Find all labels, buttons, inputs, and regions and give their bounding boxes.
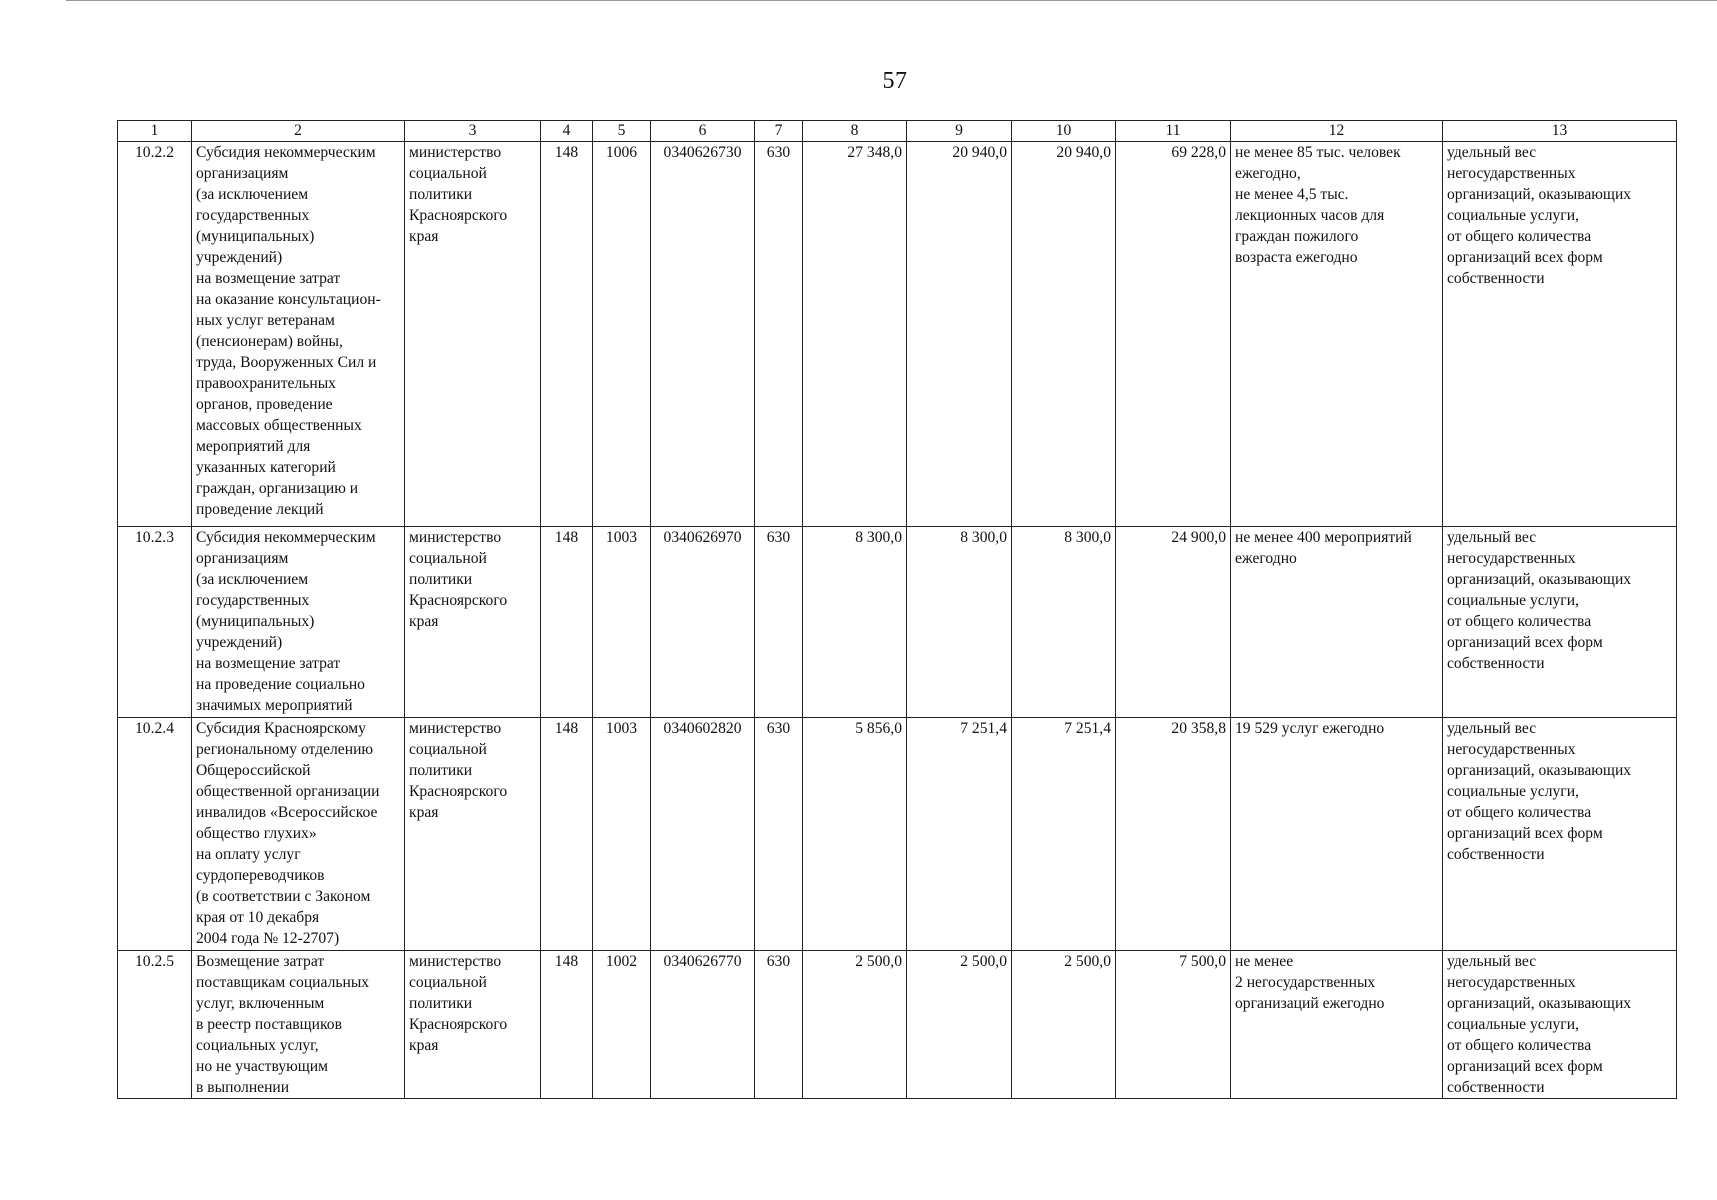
responsible-agency: министерство социальной политики Красноярского края <box>405 142 541 527</box>
column-header: 5 <box>593 121 651 142</box>
row-id: 10.2.5 <box>118 951 192 1099</box>
expected-result: 19 529 услуг ежегодно <box>1231 718 1443 951</box>
column-header: 13 <box>1443 121 1677 142</box>
amount-col-9: 2 500,0 <box>907 951 1012 1099</box>
code-section: 1003 <box>593 527 651 718</box>
amount-col-9: 20 940,0 <box>907 142 1012 527</box>
code-expense-type: 630 <box>755 142 803 527</box>
code-grbs: 148 <box>541 142 593 527</box>
column-header: 9 <box>907 121 1012 142</box>
page-number: 57 <box>882 68 908 94</box>
row-id: 10.2.3 <box>118 527 192 718</box>
responsible-agency: министерство социальной политики Красноярского края <box>405 527 541 718</box>
code-grbs: 148 <box>541 718 593 951</box>
code-grbs: 148 <box>541 951 593 1099</box>
amount-total: 69 228,0 <box>1116 142 1231 527</box>
responsible-agency: министерство социальной политики Красноярского края <box>405 718 541 951</box>
table-row <box>118 951 1677 1099</box>
code-expense-type: 630 <box>755 718 803 951</box>
row-id: 10.2.4 <box>118 718 192 951</box>
code-grbs: 148 <box>541 527 593 718</box>
column-header: 3 <box>405 121 541 142</box>
target-indicator: удельный вес негосударственных организаций, оказывающих социальные услуги, от общего количества организаций всех форм собственности <box>1443 951 1677 1099</box>
amount-col-8: 5 856,0 <box>803 718 907 951</box>
target-indicator: удельный вес негосударственных организаций, оказывающих социальные услуги, от общего количества организаций всех форм собственности <box>1443 142 1677 527</box>
column-header: 7 <box>755 121 803 142</box>
table-row <box>118 527 1677 718</box>
activity-name: Субсидия Красноярскому региональному отделению Общероссийской общественной организации инвалидов «Всероссийское общество глухих» на оплату услуг сурдопереводчиков (в соответствии с Законом края от 10 декабря 2004 года № 12-2707) <box>192 718 405 951</box>
amount-col-10: 2 500,0 <box>1012 951 1116 1099</box>
code-target: 0340602820 <box>651 718 755 951</box>
amount-col-8: 2 500,0 <box>803 951 907 1099</box>
amount-col-8: 8 300,0 <box>803 527 907 718</box>
table-row <box>118 718 1677 951</box>
activity-name: Возмещение затрат поставщикам социальных услуг, включенным в реестр поставщиков социальных услуг, но не участвующим в выполнении <box>192 951 405 1099</box>
amount-col-9: 8 300,0 <box>907 527 1012 718</box>
activity-name: Субсидия некоммерческим организациям (за исключением государственных (муниципальных) учреждений) на возмещение затрат на оказание консультацион- ных услуг ветеранам (пенсионерам) войны, труда, Вооруженных Сил и правоохранительных органов, проведение массовых общественных мероприятий для указанных категорий граждан, организацию и проведение лекций <box>192 142 405 527</box>
column-header: 10 <box>1012 121 1116 142</box>
code-target: 0340626730 <box>651 142 755 527</box>
expected-result: не менее 2 негосударственных организаций ежегодно <box>1231 951 1443 1099</box>
column-header: 12 <box>1231 121 1443 142</box>
code-section: 1003 <box>593 718 651 951</box>
amount-total: 20 358,8 <box>1116 718 1231 951</box>
code-target: 0340626770 <box>651 951 755 1099</box>
amount-col-10: 8 300,0 <box>1012 527 1116 718</box>
expected-result: не менее 400 мероприятий ежегодно <box>1231 527 1443 718</box>
amount-col-10: 7 251,4 <box>1012 718 1116 951</box>
amount-total: 24 900,0 <box>1116 527 1231 718</box>
target-indicator: удельный вес негосударственных организаций, оказывающих социальные услуги, от общего количества организаций всех форм собственности <box>1443 718 1677 951</box>
amount-col-10: 20 940,0 <box>1012 142 1116 527</box>
code-target: 0340626970 <box>651 527 755 718</box>
amount-col-8: 27 348,0 <box>803 142 907 527</box>
expected-result: не менее 85 тыс. человек ежегодно, не менее 4,5 тыс. лекционных часов для граждан пожилого возраста ежегодно <box>1231 142 1443 527</box>
column-header: 2 <box>192 121 405 142</box>
column-header: 8 <box>803 121 907 142</box>
top-edge-rule <box>66 0 1717 1</box>
column-header: 11 <box>1116 121 1231 142</box>
responsible-agency: министерство социальной политики Красноярского края <box>405 951 541 1099</box>
code-expense-type: 630 <box>755 527 803 718</box>
row-id: 10.2.2 <box>118 142 192 527</box>
amount-col-9: 7 251,4 <box>907 718 1012 951</box>
table-row <box>118 142 1677 527</box>
column-number-row <box>118 121 1677 142</box>
column-header: 1 <box>118 121 192 142</box>
column-header: 4 <box>541 121 593 142</box>
activity-name: Субсидия некоммерческим организациям (за исключением государственных (муниципальных) учреждений) на возмещение затрат на проведение социально значимых мероприятий <box>192 527 405 718</box>
code-section: 1002 <box>593 951 651 1099</box>
code-section: 1006 <box>593 142 651 527</box>
program-activities-table <box>117 120 1677 1099</box>
target-indicator: удельный вес негосударственных организаций, оказывающих социальные услуги, от общего количества организаций всех форм собственности <box>1443 527 1677 718</box>
code-expense-type: 630 <box>755 951 803 1099</box>
amount-total: 7 500,0 <box>1116 951 1231 1099</box>
column-header: 6 <box>651 121 755 142</box>
